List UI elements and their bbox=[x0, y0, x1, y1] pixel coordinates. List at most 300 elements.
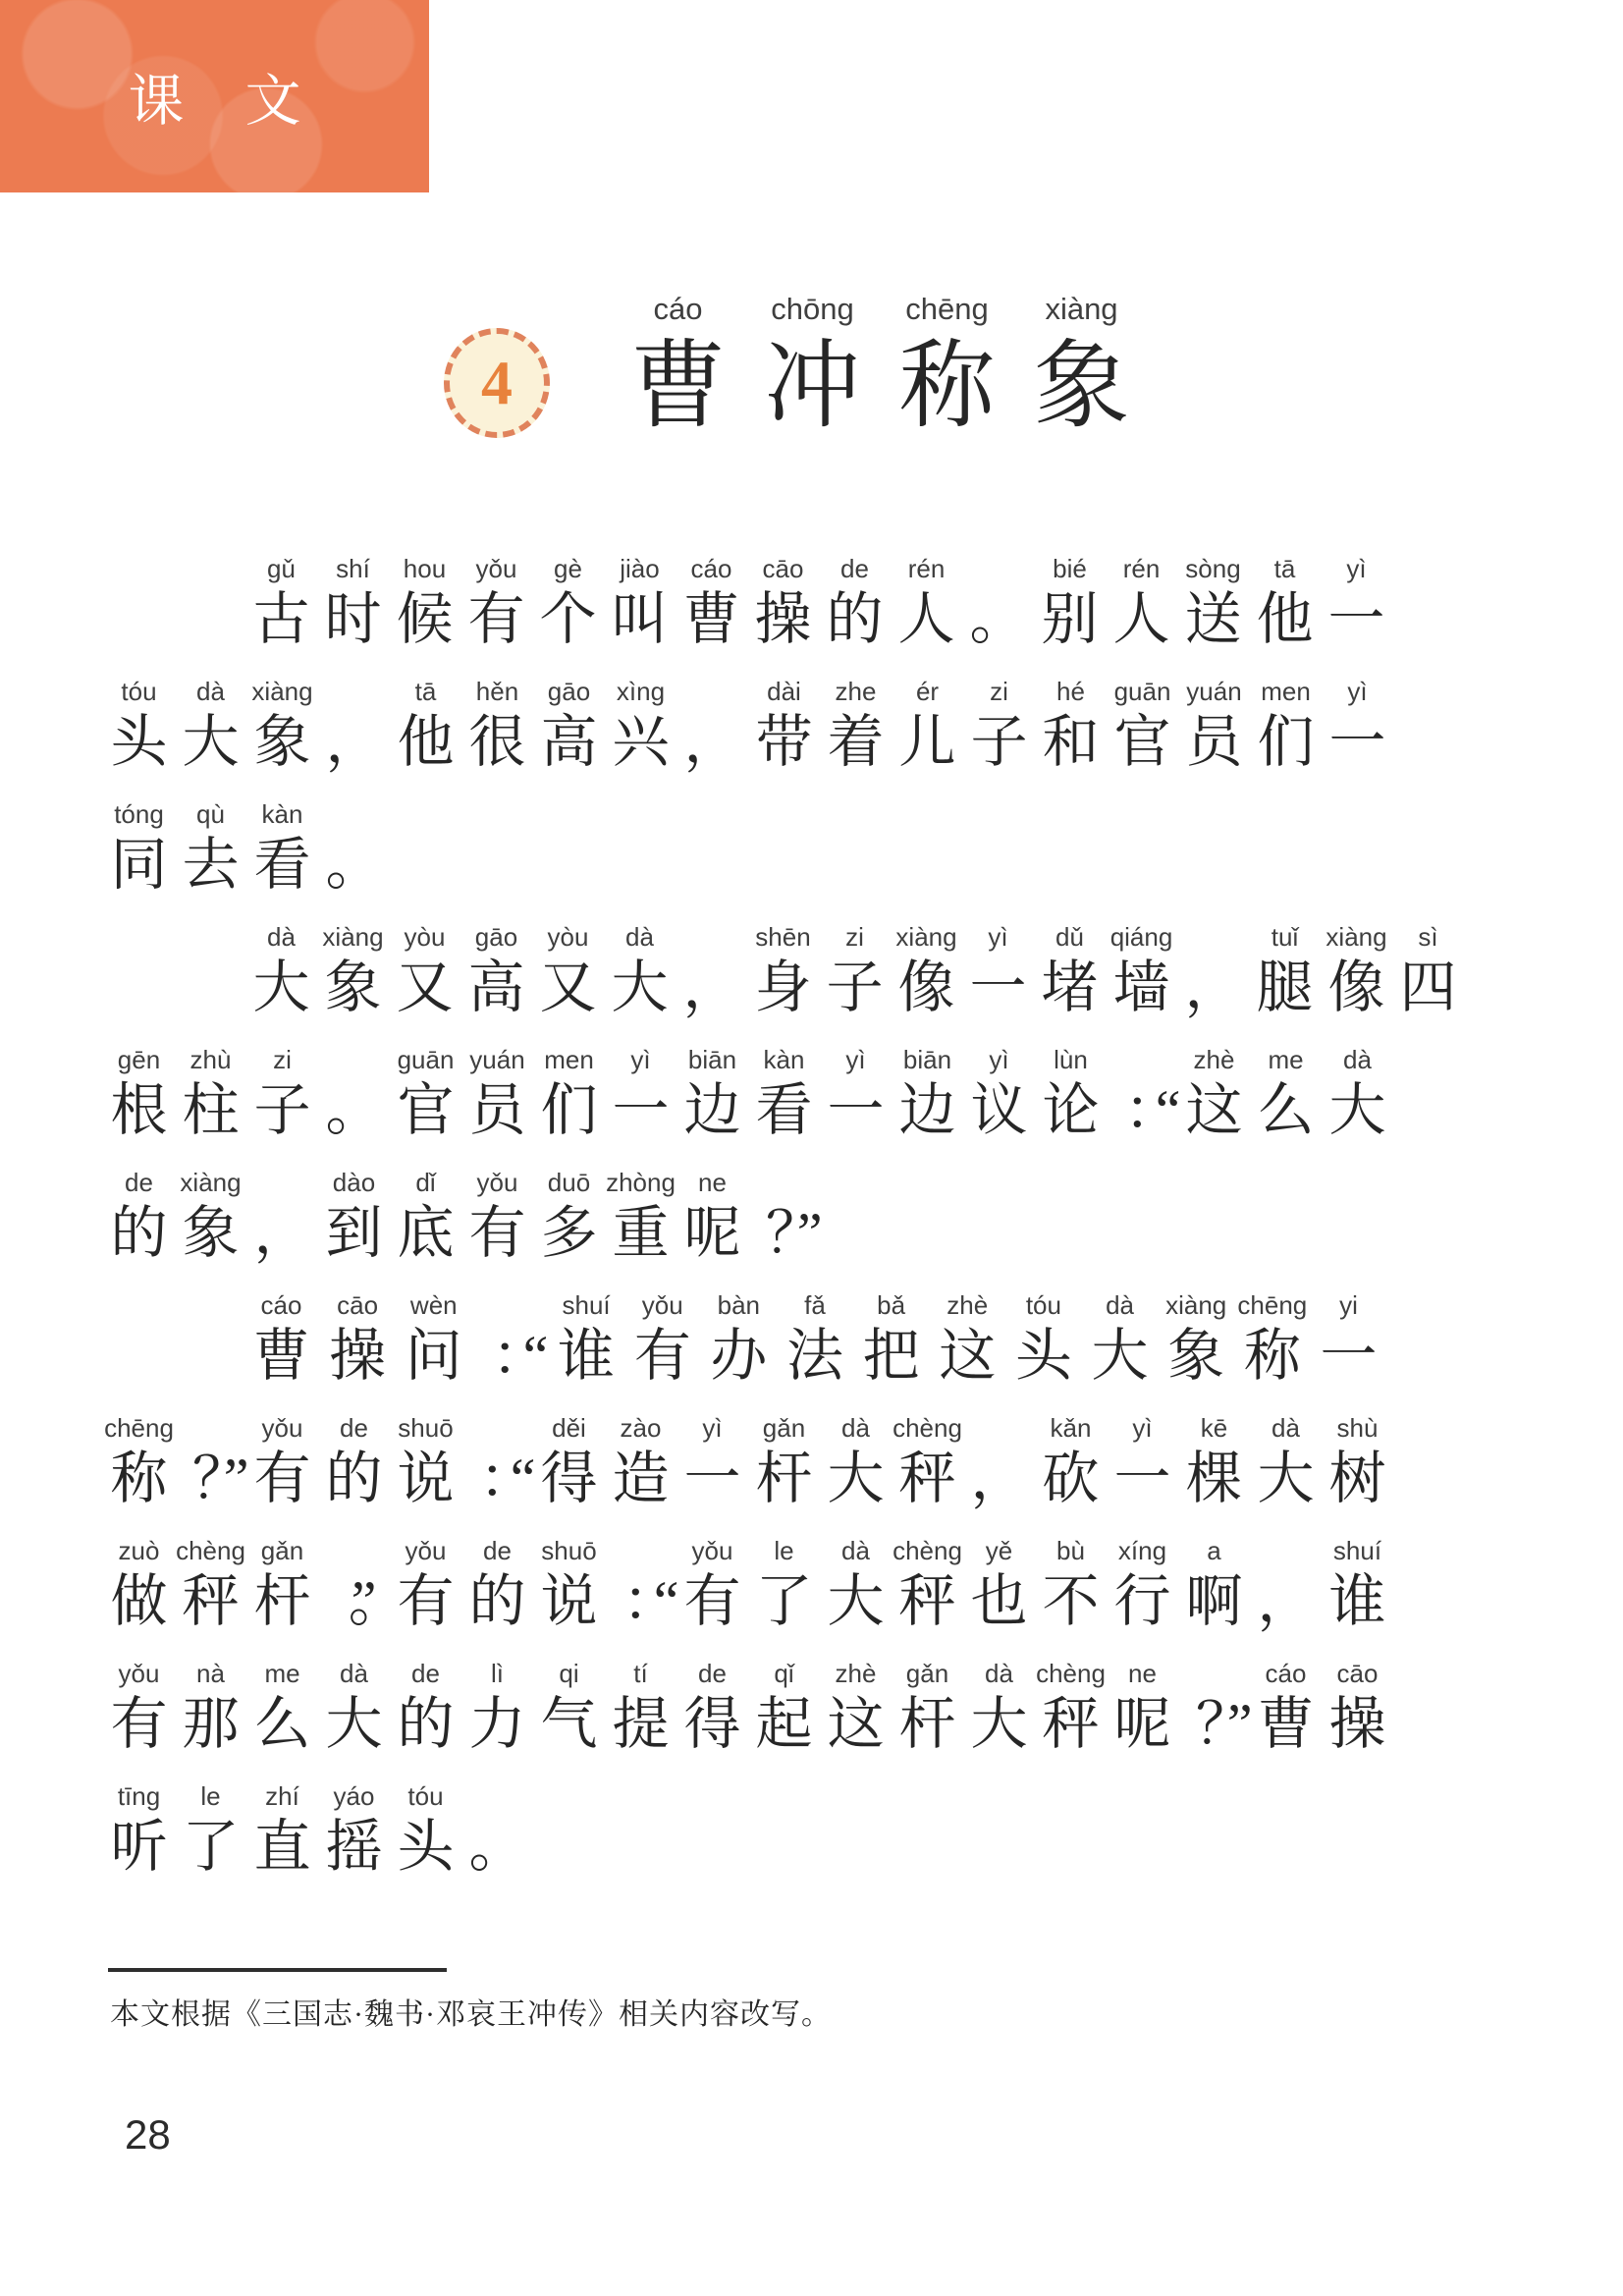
hanzi: 到 bbox=[325, 1201, 383, 1265]
char-cell bbox=[103, 1162, 175, 1264]
char-cell bbox=[747, 916, 819, 1018]
pinyin: wèn bbox=[409, 1290, 458, 1320]
hanzi: 的 bbox=[397, 1692, 455, 1756]
hanzi: 人 bbox=[1112, 587, 1170, 651]
char-cell bbox=[880, 287, 1014, 442]
section-banner bbox=[0, 0, 429, 192]
char-cell bbox=[1322, 1530, 1393, 1632]
char-cell bbox=[389, 916, 460, 1018]
hanzi: 称 bbox=[110, 1447, 168, 1510]
hanzi: 说 bbox=[540, 1569, 598, 1633]
pinyin: a bbox=[1207, 1536, 1221, 1565]
char-cell bbox=[1035, 1039, 1107, 1141]
pinyin: de bbox=[411, 1659, 440, 1688]
pinyin: chèng bbox=[893, 1536, 962, 1565]
pinyin: xiàng bbox=[180, 1168, 242, 1197]
pinyin: yǒu bbox=[405, 1536, 447, 1565]
char-cell bbox=[891, 916, 962, 1018]
char-cell bbox=[1178, 671, 1250, 773]
hanzi: 秤 bbox=[182, 1569, 240, 1633]
hanzi: 同 bbox=[110, 833, 168, 897]
hanzi: 官 bbox=[1113, 710, 1171, 774]
hanzi: 把 bbox=[862, 1324, 920, 1388]
hanzi: 有 bbox=[467, 587, 525, 651]
pinyin: yuán bbox=[469, 1045, 525, 1074]
pinyin: kē bbox=[1200, 1413, 1228, 1443]
hanzi: 象 bbox=[1167, 1324, 1225, 1388]
pinyin: dà bbox=[985, 1659, 1013, 1688]
hanzi: 有 bbox=[253, 1447, 311, 1510]
char-cell bbox=[474, 1285, 546, 1387]
pinyin: fǎ bbox=[804, 1290, 826, 1320]
char-cell bbox=[1107, 1653, 1178, 1755]
hanzi: 有 bbox=[110, 1692, 168, 1756]
hanzi: 有 bbox=[683, 1569, 741, 1633]
char-cell bbox=[533, 671, 605, 773]
char-cell bbox=[246, 1407, 318, 1509]
hanzi: 法 bbox=[785, 1324, 843, 1388]
hanzi: 人 bbox=[897, 587, 955, 651]
hanzi: 得 bbox=[683, 1692, 741, 1756]
char-cell bbox=[175, 671, 246, 773]
pinyin: qi bbox=[559, 1659, 579, 1688]
hanzi: 么 bbox=[1257, 1078, 1315, 1142]
pinyin: shuō bbox=[541, 1536, 597, 1565]
char-cell bbox=[1014, 287, 1149, 442]
char-cell bbox=[175, 793, 246, 896]
text-line bbox=[103, 1407, 1384, 1509]
hanzi: 做 bbox=[110, 1569, 168, 1633]
char-cell bbox=[175, 1530, 246, 1632]
text-line bbox=[103, 1162, 1384, 1264]
char-cell bbox=[246, 671, 318, 773]
hanzi: 四 bbox=[1399, 956, 1457, 1019]
hanzi: 和 bbox=[1042, 710, 1100, 774]
char-cell bbox=[390, 1776, 461, 1878]
pinyin: duō bbox=[547, 1168, 591, 1197]
pinyin: bǎ bbox=[877, 1290, 906, 1320]
char-cell bbox=[461, 1653, 533, 1755]
char-cell bbox=[676, 1039, 748, 1141]
char-cell bbox=[1177, 548, 1249, 650]
hanzi: 候 bbox=[396, 587, 454, 651]
hanzi: 一 bbox=[1327, 587, 1385, 651]
char-cell bbox=[820, 1653, 892, 1755]
pinyin: lì bbox=[491, 1659, 504, 1688]
hanzi: 们 bbox=[1257, 710, 1315, 774]
pinyin: qù bbox=[196, 799, 225, 829]
hanzi: ：“ bbox=[622, 1569, 654, 1633]
char-cell bbox=[605, 671, 676, 773]
pinyin: xiàng bbox=[322, 922, 384, 952]
hanzi: 这 bbox=[827, 1692, 885, 1756]
hanzi: 大 bbox=[182, 710, 240, 774]
char-cell bbox=[175, 1162, 246, 1264]
char-cell bbox=[748, 671, 820, 773]
char-cell bbox=[461, 671, 533, 773]
pinyin: zhòng bbox=[606, 1168, 676, 1197]
hanzi: 大 bbox=[1328, 1078, 1386, 1142]
char-cell bbox=[748, 1530, 820, 1632]
pinyin: sì bbox=[1418, 922, 1438, 952]
hanzi: 大 bbox=[827, 1447, 885, 1510]
hanzi: 气 bbox=[540, 1692, 598, 1756]
pinyin: zào bbox=[620, 1413, 662, 1443]
char-cell bbox=[1392, 916, 1464, 1018]
pinyin: shí bbox=[336, 554, 370, 583]
hanzi: 行 bbox=[1113, 1569, 1171, 1633]
text-line bbox=[245, 916, 1457, 1019]
hanzi: 带 bbox=[755, 710, 813, 774]
pinyin: tīng bbox=[117, 1781, 161, 1811]
pinyin: yǒu bbox=[118, 1659, 160, 1688]
char-cell bbox=[103, 1407, 175, 1509]
char-cell bbox=[398, 1285, 469, 1387]
pinyin: de bbox=[698, 1659, 727, 1688]
char-cell bbox=[318, 793, 390, 896]
char-cell bbox=[1322, 671, 1393, 773]
hanzi: 又 bbox=[396, 956, 454, 1019]
pinyin: dà bbox=[196, 677, 225, 706]
hanzi: 重 bbox=[612, 1201, 670, 1265]
hanzi: 了 bbox=[182, 1815, 240, 1879]
char-cell bbox=[1321, 548, 1392, 650]
char-cell bbox=[533, 1407, 605, 1509]
char-cell bbox=[390, 671, 461, 773]
char-cell bbox=[246, 793, 318, 896]
char-cell bbox=[1250, 1039, 1322, 1141]
pinyin: rén bbox=[1122, 554, 1161, 583]
char-cell bbox=[1035, 1653, 1107, 1755]
char-cell bbox=[1250, 671, 1322, 773]
char-cell bbox=[611, 287, 745, 442]
hanzi: ， bbox=[1184, 956, 1242, 1019]
char-cell bbox=[605, 1039, 676, 1141]
hanzi: 曹 bbox=[629, 334, 727, 440]
lesson-number: 4 bbox=[481, 348, 513, 417]
char-cell bbox=[103, 671, 175, 773]
hanzi: 腿 bbox=[1256, 956, 1314, 1019]
hanzi: ？” bbox=[765, 1201, 797, 1265]
pinyin: dà bbox=[1271, 1413, 1300, 1443]
pinyin: de bbox=[125, 1168, 153, 1197]
hanzi: 个 bbox=[539, 587, 597, 651]
hanzi: 堵 bbox=[1041, 956, 1099, 1019]
pinyin: yì bbox=[1346, 554, 1367, 583]
pinyin: cáo bbox=[1265, 1659, 1307, 1688]
char-cell bbox=[703, 1285, 775, 1387]
char-cell bbox=[1107, 1407, 1178, 1509]
char-cell bbox=[1106, 548, 1177, 650]
char-cell bbox=[1321, 916, 1392, 1018]
hanzi: 一 bbox=[1328, 710, 1386, 774]
pinyin: tā bbox=[1273, 554, 1296, 583]
hanzi: 的 bbox=[826, 587, 884, 651]
pinyin: ne bbox=[1128, 1659, 1157, 1688]
text-line bbox=[103, 793, 1384, 896]
char-cell bbox=[1007, 1285, 1079, 1387]
pinyin: zhe bbox=[835, 677, 877, 706]
char-cell bbox=[322, 1285, 394, 1387]
pinyin: tóu bbox=[121, 677, 157, 706]
hanzi: 呢 bbox=[683, 1201, 741, 1265]
pinyin: zhè bbox=[835, 1659, 877, 1688]
char-cell bbox=[533, 1653, 605, 1755]
char-cell bbox=[175, 1653, 246, 1755]
char-cell bbox=[103, 1653, 175, 1755]
char-cell bbox=[1035, 1407, 1107, 1509]
pinyin: bàn bbox=[717, 1290, 761, 1320]
pinyin: biān bbox=[902, 1045, 952, 1074]
pinyin: tā bbox=[414, 677, 437, 706]
pinyin: yì bbox=[988, 922, 1008, 952]
pinyin: gǎn bbox=[905, 1659, 949, 1688]
pinyin: xiàng bbox=[1045, 292, 1118, 326]
pinyin: le bbox=[774, 1536, 794, 1565]
pinyin: yì bbox=[845, 1045, 866, 1074]
char-cell bbox=[175, 1407, 246, 1509]
hanzi: 。 bbox=[325, 833, 383, 897]
hanzi: 的 bbox=[110, 1201, 168, 1265]
hanzi: 摇 bbox=[325, 1815, 383, 1879]
char-cell bbox=[1107, 1530, 1178, 1632]
char-cell bbox=[175, 1039, 246, 1141]
pinyin: tóu bbox=[1025, 1290, 1061, 1320]
char-cell bbox=[779, 1285, 850, 1387]
char-cell bbox=[676, 1162, 748, 1264]
section-title: 课文 bbox=[128, 71, 362, 133]
pinyin: chēng bbox=[104, 1413, 174, 1443]
hanzi: 底 bbox=[397, 1201, 455, 1265]
hanzi: 子 bbox=[970, 710, 1028, 774]
pinyin: chèng bbox=[893, 1413, 962, 1443]
char-cell bbox=[246, 1039, 318, 1141]
char-cell bbox=[1035, 671, 1107, 773]
hanzi: 称 bbox=[1243, 1324, 1301, 1388]
char-cell bbox=[1178, 1530, 1250, 1632]
pinyin: yǒu bbox=[691, 1536, 733, 1565]
hanzi: 操 bbox=[329, 1324, 387, 1388]
hanzi: 听 bbox=[110, 1815, 168, 1879]
pinyin: shuí bbox=[562, 1290, 611, 1320]
char-cell bbox=[246, 1776, 318, 1878]
pinyin: gǎn bbox=[260, 1536, 304, 1565]
char-cell bbox=[1322, 1039, 1393, 1141]
char-cell bbox=[962, 548, 1034, 650]
pinyin: gǎn bbox=[762, 1413, 806, 1443]
char-cell bbox=[390, 1039, 461, 1141]
char-cell bbox=[103, 1776, 175, 1878]
char-cell bbox=[1106, 916, 1177, 1018]
lesson-number-badge bbox=[444, 328, 550, 438]
char-cell bbox=[605, 1162, 676, 1264]
hanzi: 也 bbox=[970, 1569, 1028, 1633]
char-cell bbox=[963, 1653, 1035, 1755]
lesson-body bbox=[103, 548, 1457, 1898]
pinyin: dà bbox=[1106, 1290, 1134, 1320]
hanzi: ， bbox=[682, 956, 740, 1019]
hanzi: 象 bbox=[253, 710, 311, 774]
page-number: 28 bbox=[125, 2111, 171, 2158]
char-cell bbox=[748, 1407, 820, 1509]
pinyin: rén bbox=[907, 554, 946, 583]
pinyin: yì bbox=[1347, 677, 1368, 706]
pinyin: dà bbox=[841, 1536, 870, 1565]
pinyin: sòng bbox=[1185, 554, 1241, 583]
pinyin: gāo bbox=[474, 922, 518, 952]
pinyin: me bbox=[264, 1659, 300, 1688]
char-cell bbox=[460, 548, 532, 650]
char-cell bbox=[318, 1039, 390, 1141]
pinyin: yì bbox=[1132, 1413, 1153, 1443]
hanzi: 说 bbox=[397, 1447, 455, 1510]
hanzi: 不 bbox=[1042, 1569, 1100, 1633]
char-cell bbox=[891, 548, 962, 650]
hanzi: ， bbox=[1257, 1569, 1315, 1633]
hanzi: 大 bbox=[252, 956, 310, 1019]
hanzi: 官 bbox=[397, 1078, 455, 1142]
char-cell bbox=[1161, 1285, 1232, 1387]
footnote-divider bbox=[108, 1968, 447, 1972]
hanzi: ， bbox=[970, 1447, 1028, 1510]
pinyin: xiàng bbox=[1165, 1290, 1227, 1320]
pinyin: dǐ bbox=[415, 1168, 436, 1197]
hanzi: ？” bbox=[1195, 1692, 1227, 1756]
hanzi: 高 bbox=[467, 956, 525, 1019]
hanzi: 杆 bbox=[755, 1447, 813, 1510]
pinyin: de bbox=[340, 1413, 368, 1443]
pinyin: yòu bbox=[547, 922, 589, 952]
char-cell bbox=[318, 1776, 390, 1878]
pinyin: zi bbox=[845, 922, 864, 952]
hanzi: 冲 bbox=[764, 334, 861, 440]
hanzi: 边 bbox=[683, 1078, 741, 1142]
hanzi: 了 bbox=[755, 1569, 813, 1633]
hanzi: 象 bbox=[324, 956, 382, 1019]
pinyin: yì bbox=[702, 1413, 723, 1443]
hanzi: 高 bbox=[540, 710, 598, 774]
hanzi: 秤 bbox=[1042, 1692, 1100, 1756]
hanzi: 根 bbox=[110, 1078, 168, 1142]
pinyin: shù bbox=[1336, 1413, 1379, 1443]
pinyin: gāo bbox=[547, 677, 591, 706]
pinyin: dà bbox=[340, 1659, 368, 1688]
char-cell bbox=[175, 1776, 246, 1878]
hanzi: 。 bbox=[468, 1815, 526, 1879]
char-cell bbox=[551, 1285, 622, 1387]
hanzi: 办 bbox=[710, 1324, 768, 1388]
char-cell bbox=[932, 1285, 1003, 1387]
pinyin: xíng bbox=[1117, 1536, 1167, 1565]
hanzi: 砍 bbox=[1042, 1447, 1100, 1510]
pinyin: dà bbox=[841, 1413, 870, 1443]
hanzi: 杆 bbox=[898, 1692, 956, 1756]
hanzi: 叫 bbox=[611, 587, 669, 651]
hanzi: 一 bbox=[969, 956, 1027, 1019]
char-cell bbox=[532, 916, 604, 1018]
hanzi: 的 bbox=[325, 1447, 383, 1510]
pinyin: cáo bbox=[260, 1290, 302, 1320]
hanzi: 秤 bbox=[898, 1569, 956, 1633]
pinyin: bù bbox=[1056, 1536, 1085, 1565]
hanzi: 得 bbox=[540, 1447, 598, 1510]
pinyin: chèng bbox=[1036, 1659, 1106, 1688]
pinyin: qǐ bbox=[774, 1659, 794, 1688]
hanzi: 看 bbox=[755, 1078, 813, 1142]
char-cell bbox=[1249, 916, 1321, 1018]
char-cell bbox=[1250, 1530, 1322, 1632]
pinyin: jiào bbox=[620, 554, 660, 583]
pinyin: dào bbox=[332, 1168, 376, 1197]
hanzi: 别 bbox=[1041, 587, 1099, 651]
pinyin: nà bbox=[196, 1659, 225, 1688]
pinyin: biān bbox=[687, 1045, 737, 1074]
text-line bbox=[245, 1285, 1384, 1387]
hanzi: 树 bbox=[1328, 1447, 1386, 1510]
hanzi: ：“ bbox=[1123, 1078, 1156, 1142]
char-cell bbox=[1322, 1653, 1393, 1755]
pinyin: yǒu bbox=[641, 1290, 683, 1320]
hanzi: 头 bbox=[1014, 1324, 1072, 1388]
source-note: 本文根据《三国志·魏书·邓哀王冲传》相关内容改写。 bbox=[110, 1998, 832, 2031]
pinyin: men bbox=[1261, 677, 1311, 706]
hanzi: 这 bbox=[939, 1324, 997, 1388]
hanzi: 头 bbox=[397, 1815, 455, 1879]
char-cell bbox=[892, 1039, 963, 1141]
char-cell bbox=[461, 1530, 533, 1632]
char-cell bbox=[245, 916, 317, 1018]
pinyin: de bbox=[483, 1536, 512, 1565]
pinyin: tuǐ bbox=[1271, 922, 1299, 952]
pinyin: yě bbox=[985, 1536, 1013, 1565]
char-cell bbox=[1035, 1530, 1107, 1632]
char-cell bbox=[103, 793, 175, 896]
hanzi: 谁 bbox=[558, 1324, 616, 1388]
text-line bbox=[103, 1776, 1384, 1878]
pinyin: yòu bbox=[404, 922, 446, 952]
pinyin: chōng bbox=[771, 292, 854, 326]
pinyin: qiáng bbox=[1109, 922, 1173, 952]
pinyin: cáo bbox=[653, 292, 703, 326]
hanzi: 曹 bbox=[682, 587, 740, 651]
hanzi: 呢 bbox=[1113, 1692, 1171, 1756]
char-cell bbox=[892, 1407, 963, 1509]
hanzi: 啊 bbox=[1185, 1569, 1243, 1633]
char-cell bbox=[532, 548, 604, 650]
char-cell bbox=[962, 916, 1034, 1018]
char-cell bbox=[1107, 671, 1178, 773]
pinyin: yáo bbox=[333, 1781, 375, 1811]
hanzi: 大 bbox=[827, 1569, 885, 1633]
hanzi: 力 bbox=[468, 1692, 526, 1756]
char-cell bbox=[246, 1653, 318, 1755]
hanzi: 提 bbox=[612, 1692, 670, 1756]
pinyin: gēn bbox=[117, 1045, 161, 1074]
pinyin: chēng bbox=[905, 292, 989, 326]
pinyin: me bbox=[1268, 1045, 1304, 1074]
hanzi: 。 bbox=[969, 587, 1027, 651]
pinyin: tí bbox=[633, 1659, 648, 1688]
pinyin: yì bbox=[989, 1045, 1009, 1074]
char-cell bbox=[318, 1653, 390, 1755]
char-cell bbox=[533, 1039, 605, 1141]
hanzi: 大 bbox=[611, 956, 669, 1019]
hanzi: 墙 bbox=[1112, 956, 1170, 1019]
pinyin: kàn bbox=[763, 1045, 805, 1074]
char-cell bbox=[103, 1039, 175, 1141]
pinyin: yǒu bbox=[475, 554, 517, 583]
hanzi: 子 bbox=[253, 1078, 311, 1142]
